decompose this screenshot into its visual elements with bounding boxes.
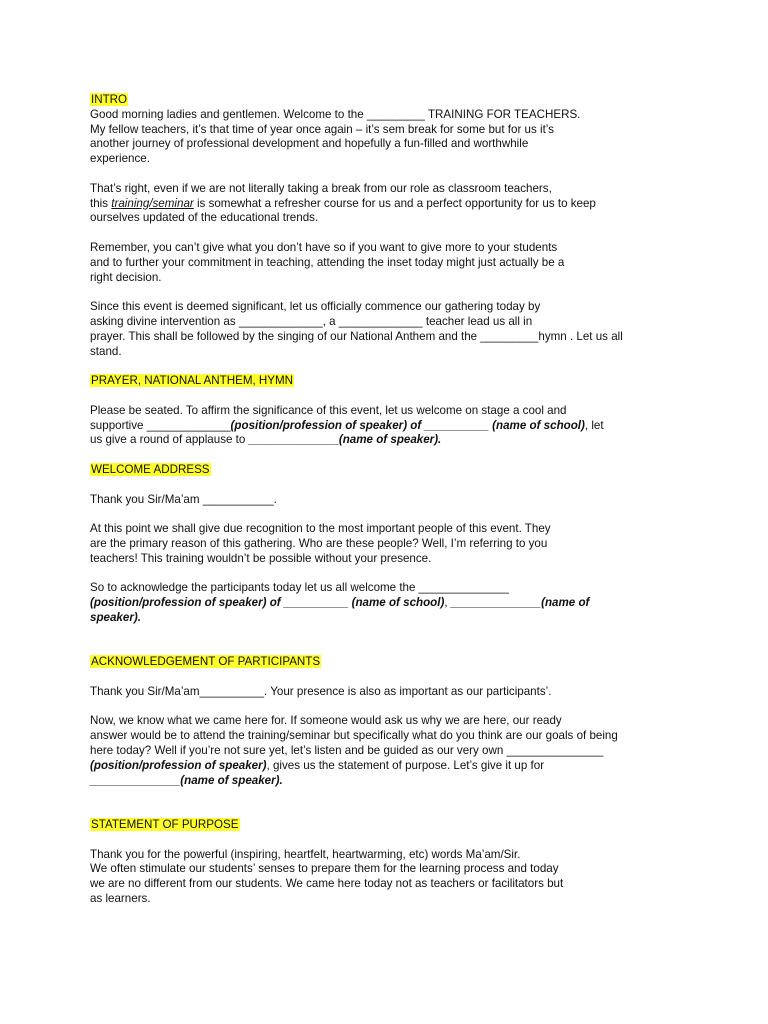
section-heading-welcome xyxy=(90,463,680,478)
section-heading-prayer xyxy=(90,374,680,389)
text-line: We often stimulate our students’ senses to prepare them for the learning process and today xyxy=(90,862,559,876)
placeholder-emphasis: ______________(name of xyxy=(450,596,590,610)
prayer-paragraph xyxy=(90,404,680,448)
text-line: Please be seated. To affirm the significance of this event, let us welcome on stage a cool and xyxy=(90,403,567,417)
text-line: we are no different from our students. We came here today not as teachers or facilitators but xyxy=(90,877,564,891)
text-line: Remember, you can’t give what you don’t have so if you want to give more to your students xyxy=(90,240,558,254)
section-heading-acknowledgement xyxy=(90,655,680,670)
text-line: experience. xyxy=(90,152,150,166)
text-line: My fellow teachers, it’s that time of year once again – it’s sem break for some but for us it’s xyxy=(90,122,554,136)
text-line: prayer. This shall be followed by the singing of our National Anthem and the _________hymn . Let us all xyxy=(90,329,623,343)
text-line: Now, we know what we came here for. If someone would ask us why we are here, our ready xyxy=(90,714,562,728)
intro-paragraph-3 xyxy=(90,241,680,285)
text-line: and to further your commitment in teaching, attending the inset today might just actually be a xyxy=(90,255,565,269)
placeholder-emphasis: (position/profession of speaker) of __________ (name of school) xyxy=(90,596,445,610)
text-run: supportive _____________ xyxy=(90,418,231,432)
ack-paragraph-1 xyxy=(90,685,680,700)
text-line: ourselves updated of the educational trends. xyxy=(90,211,319,225)
text-line: answer would be to attend the training/seminar but specifically what do you think are our goals of being xyxy=(90,729,618,743)
highlighted-heading: PRAYER, NATIONAL ANTHEM, HYMN xyxy=(91,374,294,388)
text-line: asking divine intervention as _____________, a _____________ teacher lead us all in xyxy=(90,314,533,328)
highlighted-heading: STATEMENT OF PURPOSE xyxy=(91,818,239,832)
welcome-paragraph-1 xyxy=(90,493,680,508)
text-line: Good morning ladies and gentlemen. Welcome to the _________ TRAINING FOR TEACHERS. xyxy=(90,107,581,121)
highlighted-heading: ACKNOWLEDGEMENT OF PARTICIPANTS xyxy=(91,655,321,669)
text-line: Thank you Sir/Ma’am ___________. xyxy=(90,492,277,506)
placeholder-emphasis: (position/profession of speaker) of __________ (name of school) xyxy=(230,418,585,432)
text-line xyxy=(90,759,680,774)
text-run: , let xyxy=(584,418,604,432)
intro-paragraph-1 xyxy=(90,108,680,167)
training-seminar-emphasis: training/seminar xyxy=(111,196,194,210)
text-line: speaker). xyxy=(90,610,141,624)
section-heading-intro xyxy=(90,93,680,108)
text-run: this xyxy=(90,196,112,210)
text-line: teachers! This training wouldn’t be possible without your presence. xyxy=(90,551,432,565)
text-run: is somewhat a refresher course for us and a perfect opportunity for us to keep xyxy=(193,196,596,210)
text-line: are the primary reason of this gathering. Who are these people? Well, I’m referring to you xyxy=(90,536,548,550)
text-run: , xyxy=(444,596,451,610)
text-line: here today? Well if you’re not sure yet, let’s listen and be guided as our very own _______________ xyxy=(90,744,604,758)
placeholder-emphasis: ______________(name of speaker). xyxy=(248,433,442,447)
text-line: So to acknowledge the participants today let us all welcome the ______________ xyxy=(90,581,509,595)
purpose-paragraph-1 xyxy=(90,848,680,907)
text-line xyxy=(90,197,680,212)
text-line xyxy=(90,596,680,611)
text-line: another journey of professional development and hopefully a fun-filled and worthwhile xyxy=(90,137,529,151)
text-line: Thank you for the powerful (inspiring, heartfelt, heartwarming, etc) words Ma’am/Sir. xyxy=(90,847,521,861)
intro-paragraph-2 xyxy=(90,182,680,226)
text-run: , gives us the statement of purpose. Let’s give it up for xyxy=(266,758,545,772)
text-line: Since this event is deemed significant, let us officially commence our gathering today by xyxy=(90,300,541,314)
text-line: ______________(name of speaker). xyxy=(90,773,283,787)
highlighted-heading: WELCOME ADDRESS xyxy=(91,462,210,476)
welcome-paragraph-3 xyxy=(90,581,680,625)
text-line: as learners. xyxy=(90,892,151,906)
welcome-paragraph-2 xyxy=(90,522,680,566)
text-line: That’s right, even if we are not literally taking a break from our role as classroom teachers, xyxy=(90,181,552,195)
intro-paragraph-4 xyxy=(90,300,680,359)
text-line: At this point we shall give due recognition to the most important people of this event. They xyxy=(90,522,551,536)
placeholder-emphasis: (position/profession of speaker) xyxy=(90,758,267,772)
highlighted-heading: INTRO xyxy=(91,93,128,106)
text-line xyxy=(90,433,680,448)
text-line xyxy=(90,419,680,434)
document-page xyxy=(90,93,680,922)
text-line: stand. xyxy=(90,344,122,358)
section-heading-purpose xyxy=(90,818,680,833)
text-line: Thank you Sir/Ma’am__________. Your presence is also as important as our participants’. xyxy=(90,684,552,698)
ack-paragraph-2 xyxy=(90,714,680,788)
text-line: right decision. xyxy=(90,270,162,284)
text-run: us give a round of applause to xyxy=(90,433,249,447)
